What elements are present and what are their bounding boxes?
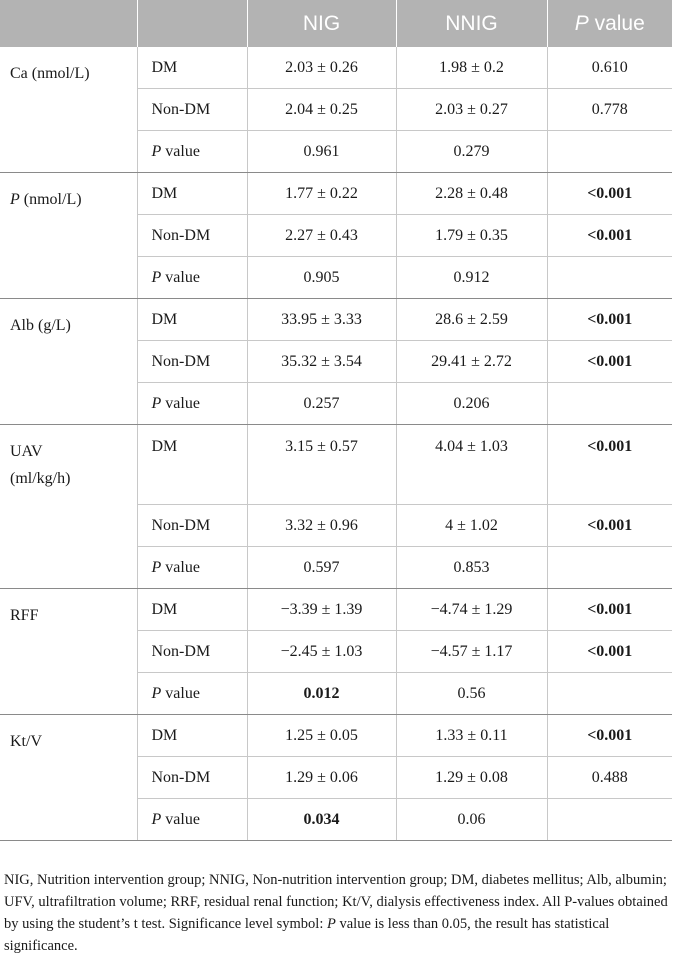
nnig-cell: 0.56 — [396, 673, 547, 715]
subgroup-cell: DM — [137, 47, 247, 89]
nig-cell: 1.77 ± 0.22 — [247, 173, 396, 215]
nig-cell: 2.03 ± 0.26 — [247, 47, 396, 89]
p-cell: <0.001 — [547, 631, 672, 673]
table-row — [0, 589, 672, 631]
row-label-p: P (nmol/L) — [0, 173, 137, 299]
p-cell: <0.001 — [547, 341, 672, 383]
table-row — [0, 715, 672, 757]
subgroup-cell: DM — [137, 173, 247, 215]
nnig-cell: 1.98 ± 0.2 — [396, 47, 547, 89]
row-label-ktv: Kt/V — [0, 715, 137, 841]
p-cell: 0.778 — [547, 89, 672, 131]
p-cell: 0.610 — [547, 47, 672, 89]
p-cell — [547, 547, 672, 589]
nig-cell: 0.257 — [247, 383, 396, 425]
subgroup-cell: Non-DM — [137, 631, 247, 673]
nnig-cell: 0.912 — [396, 257, 547, 299]
nig-cell: 0.012 — [247, 673, 396, 715]
row-label-rff: RFF — [0, 589, 137, 715]
subgroup-cell: Non-DM — [137, 341, 247, 383]
nig-cell: 0.034 — [247, 799, 396, 841]
p-cell — [547, 799, 672, 841]
subgroup-cell: Non-DM — [137, 505, 247, 547]
nig-cell: 35.32 ± 3.54 — [247, 341, 396, 383]
subgroup-cell: DM — [137, 299, 247, 341]
table-row — [0, 299, 672, 341]
nig-cell: 3.15 ± 0.57 — [247, 425, 396, 505]
subgroup-cell: P value — [137, 673, 247, 715]
nnig-cell: 2.28 ± 0.48 — [396, 173, 547, 215]
nig-cell: −3.39 ± 1.39 — [247, 589, 396, 631]
subgroup-cell: P value — [137, 547, 247, 589]
nnig-cell: 4 ± 1.02 — [396, 505, 547, 547]
nnig-cell: 0.279 — [396, 131, 547, 173]
nnig-cell: 0.206 — [396, 383, 547, 425]
header-row — [0, 0, 672, 47]
p-cell — [547, 673, 672, 715]
p-cell: <0.001 — [547, 589, 672, 631]
p-cell — [547, 383, 672, 425]
nig-cell: 2.04 ± 0.25 — [247, 89, 396, 131]
header-p-value: P value — [547, 0, 672, 47]
nig-cell: 1.25 ± 0.05 — [247, 715, 396, 757]
p-cell: <0.001 — [547, 299, 672, 341]
nig-cell: 2.27 ± 0.43 — [247, 215, 396, 257]
row-label-ca: Ca (nmol/L) — [0, 47, 137, 173]
p-cell: <0.001 — [547, 505, 672, 547]
nig-cell: −2.45 ± 1.03 — [247, 631, 396, 673]
subgroup-cell: DM — [137, 715, 247, 757]
nig-cell: 1.29 ± 0.06 — [247, 757, 396, 799]
nnig-cell: 1.33 ± 0.11 — [396, 715, 547, 757]
nig-cell: 33.95 ± 3.33 — [247, 299, 396, 341]
subgroup-cell: P value — [137, 257, 247, 299]
nnig-cell: −4.74 ± 1.29 — [396, 589, 547, 631]
p-cell: <0.001 — [547, 173, 672, 215]
p-cell: <0.001 — [547, 425, 672, 505]
table-row — [0, 425, 672, 505]
subgroup-cell: P value — [137, 131, 247, 173]
p-cell: 0.488 — [547, 757, 672, 799]
p-cell — [547, 257, 672, 299]
nnig-cell: 1.79 ± 0.35 — [396, 215, 547, 257]
table-row — [0, 173, 672, 215]
nnig-cell: 0.853 — [396, 547, 547, 589]
header-nnig: NNIG — [396, 0, 547, 47]
nnig-cell: 28.6 ± 2.59 — [396, 299, 547, 341]
subgroup-cell: DM — [137, 589, 247, 631]
row-label-uav: UAV (ml/kg/h) — [0, 425, 137, 589]
nnig-cell: −4.57 ± 1.17 — [396, 631, 547, 673]
nnig-cell: 1.29 ± 0.08 — [396, 757, 547, 799]
subgroup-cell: Non-DM — [137, 215, 247, 257]
row-label-alb: Alb (g/L) — [0, 299, 137, 425]
subgroup-cell: Non-DM — [137, 89, 247, 131]
nnig-cell: 29.41 ± 2.72 — [396, 341, 547, 383]
nnig-cell: 4.04 ± 1.03 — [396, 425, 547, 505]
nnig-cell: 0.06 — [396, 799, 547, 841]
subgroup-cell: P value — [137, 383, 247, 425]
nig-cell: 0.597 — [247, 547, 396, 589]
subgroup-cell: DM — [137, 425, 247, 505]
p-cell: <0.001 — [547, 715, 672, 757]
p-cell — [547, 131, 672, 173]
table-footnote: NIG, Nutrition intervention group; NNIG, Non-nutrition intervention group; DM, diabetes mellitus; Alb, albumin; UFV, ultrafiltration volume; RRF, residual renal function; Kt/V, dialysis effectiveness index. All P-values obtained by using the student’s t test. Significance level symbol: P value is less than 0.05, the result has statistical significance. — [4, 871, 668, 954]
header-subgroup — [137, 0, 247, 47]
nig-cell: 3.32 ± 0.96 — [247, 505, 396, 547]
header-variable — [0, 0, 137, 47]
subgroup-cell: P value — [137, 799, 247, 841]
header-nig: NIG — [247, 0, 396, 47]
nig-cell: 0.905 — [247, 257, 396, 299]
subgroup-cell: Non-DM — [137, 757, 247, 799]
p-cell: <0.001 — [547, 215, 672, 257]
table-row — [0, 47, 672, 89]
nig-cell: 0.961 — [247, 131, 396, 173]
nnig-cell: 2.03 ± 0.27 — [396, 89, 547, 131]
